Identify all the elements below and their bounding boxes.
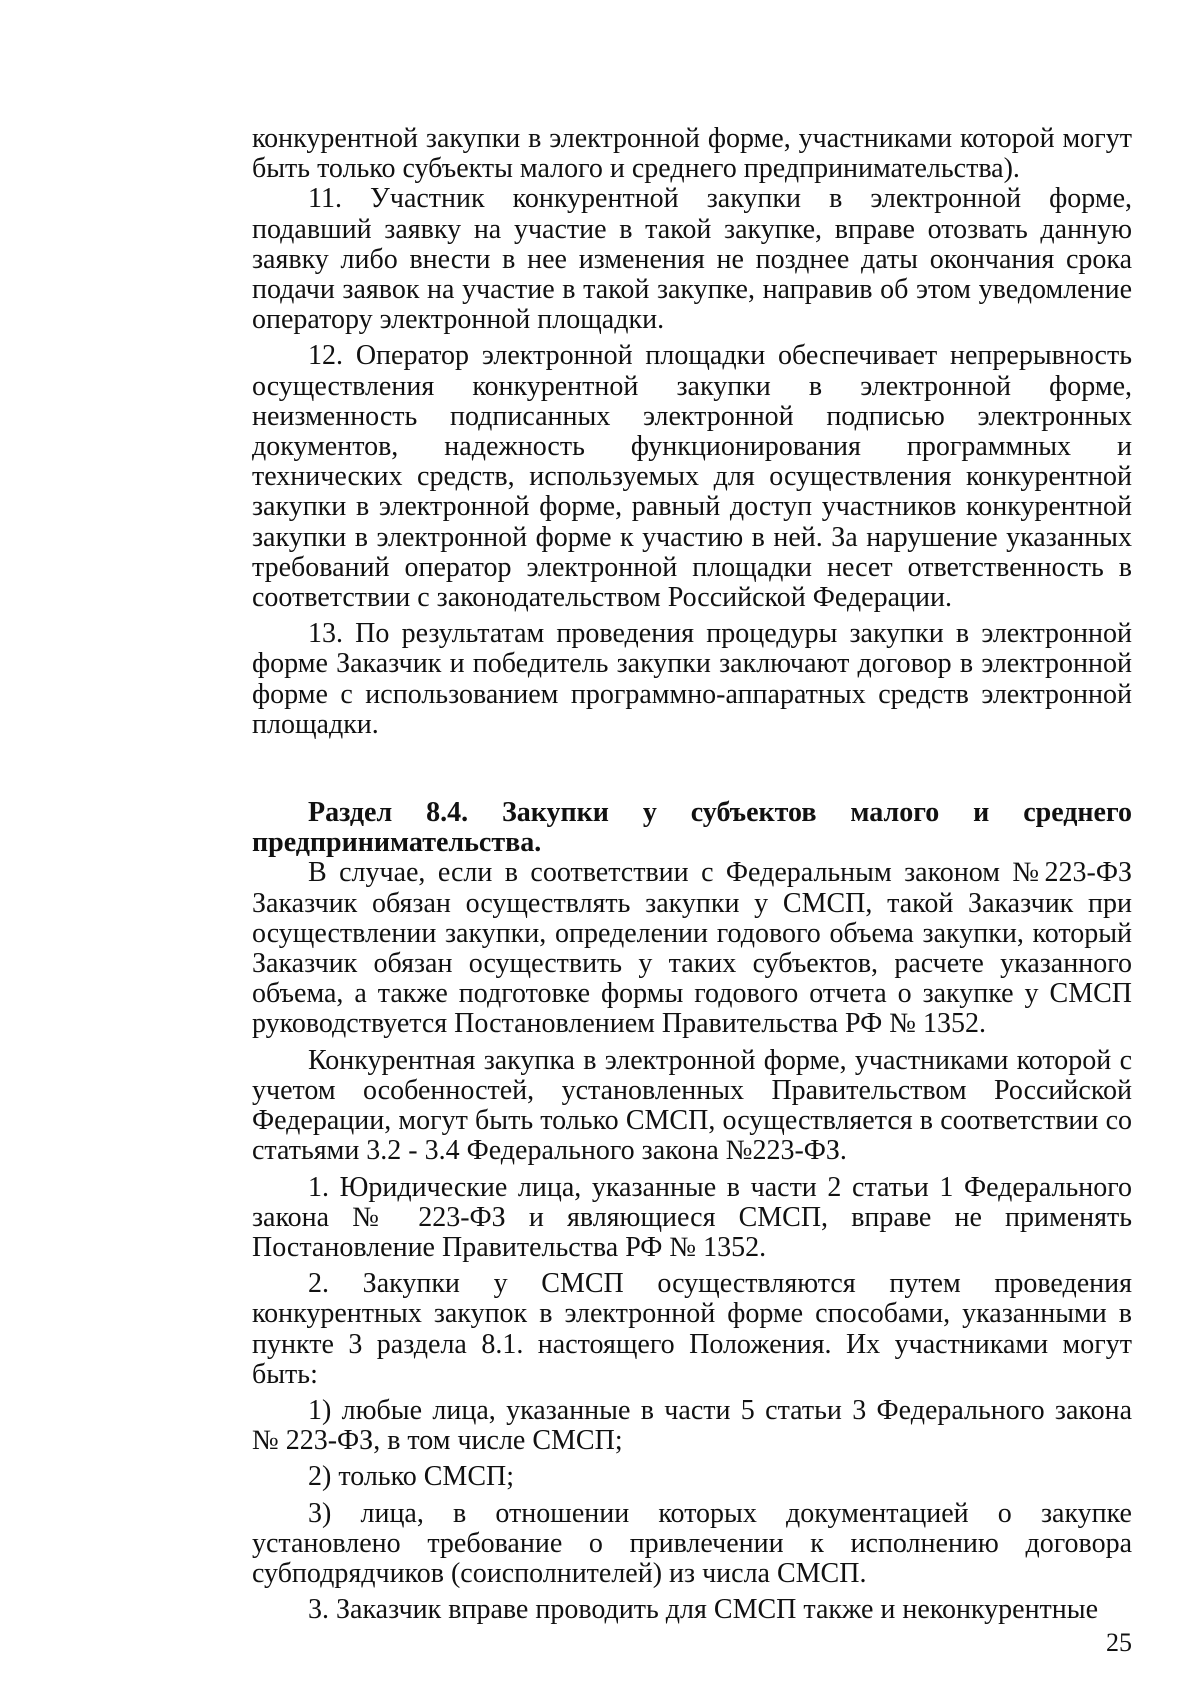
section-heading: Раздел 8.4. Закупки у субъектов малого и среднего предпринимательства. [252, 797, 1132, 859]
paragraph-item-3: 3. Заказчик вправе проводить для СМСП также и неконкурентные [308, 1594, 1099, 1626]
paragraph-subitem-2: 2) только СМСП; [308, 1461, 514, 1493]
document-page [252, 124, 1132, 1625]
paragraph-item-12: 12. Оператор электронной площадки обеспечивает непрерывность осуществления конкурентной закупки в электронной форме, неизменность подписанных электронной подписью электронных документов, надежность функционирования программных и технических средств, используемых для осуществления конкурентной закупки в электронной форме, равный доступ участников конкурентной закупки в электронной форме к участию в ней. За нарушение указанных требований оператор электронной площадки несет ответственность в соответствии с законодательством Российской Федерации. [252, 340, 1132, 614]
paragraph-subitem-1: 1) любые лица, указанные в части 5 статьи 3 Федерального закона № 223-ФЗ, в том числе СМСП; [252, 1394, 1132, 1457]
paragraph-item-1: 1. Юридические лица, указанные в части 2 статьи 1 Федерального закона № 223-ФЗ и являющиеся СМСП, вправе не применять Постановление Правительства РФ № 1352. [252, 1171, 1132, 1263]
paragraph-competitive-procurement: Конкурентная закупка в электронной форме, участниками которой с учетом особенностей, установленных Правительством Российской Федерации, могут быть только СМСП, осуществляется в соответствии со статьями 3.2 - 3.4 Федерального закона №223-ФЗ. [252, 1044, 1132, 1167]
paragraph-continuation: конкурентной закупки в электронной форме, участниками которой могут быть только субъекты малого и среднего предпринимательства). [252, 123, 1132, 185]
paragraph-smsp-intro: В случае, если в соответствии с Федеральным законом №223-ФЗ Заказчик обязан осуществлять закупки у СМСП, такой Заказчик при осуществлении закупки, определении годового объема закупки, который Заказчик обязан осуществить у таких субъектов, расчете указанного объема, а также подготовке формы годового отчета о закупке у СМСП руководствуется Постановлением Правительства РФ № 1352. [252, 857, 1132, 1040]
page-number: 25 [1106, 1628, 1132, 1657]
paragraph-item-13: 13. По результатам проведения процедуры закупки в электронной форме Заказчик и победитель закупки заключают договор в электронной форме с использованием программно-аппаратных средств электронной площадки. [252, 618, 1132, 740]
paragraph-item-2: 2. Закупки у СМСП осуществляются путем проведения конкурентных закупок в электронной форме способами, указанными в пункте 3 раздела 8.1. настоящего Положения. Их участниками могут быть: [252, 1268, 1132, 1390]
paragraph-subitem-3: 3) лица, в отношении которых документацией о закупке установлено требование о привлечении к исполнению договора субподрядчиков (соисполнителей) из числа СМСП. [252, 1497, 1132, 1589]
paragraph-item-11: 11. Участник конкурентной закупки в электронной форме, подавший заявку на участие в такой закупке, вправе отозвать данную заявку либо внести в нее изменения не позднее даты окончания срока подачи заявок на участие в такой закупке, направив об этом уведомление оператору электронной площадки. [252, 183, 1132, 336]
